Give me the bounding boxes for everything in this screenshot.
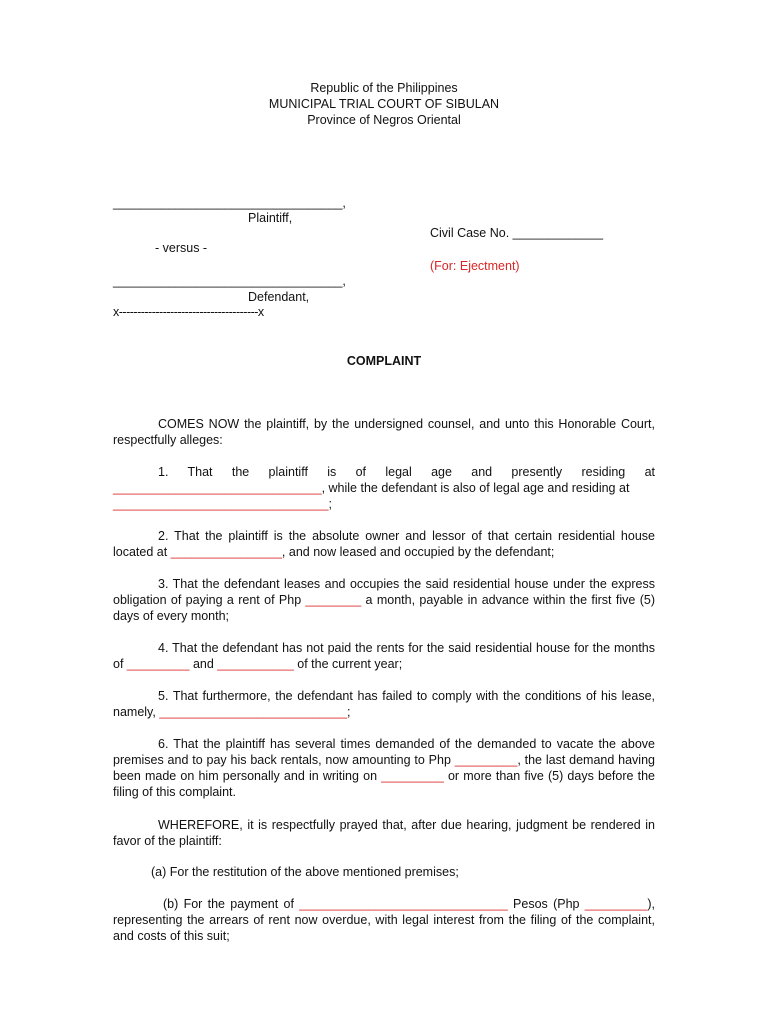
- monthly-rent-blank: ________: [305, 593, 362, 607]
- intro-paragraph: [113, 416, 655, 448]
- civil-case-number: Civil Case No. _____________: [430, 226, 604, 240]
- paragraph-4: [113, 640, 655, 672]
- paragraph-2: [113, 528, 655, 560]
- paragraph-1-text-b: , while the defendant is also of legal age and residing at: [321, 481, 630, 495]
- paragraph-5: [113, 688, 655, 720]
- paragraph-5-text-a: 5. That furthermore, the defendant has failed to comply with the conditions of his lease, namely,: [113, 689, 655, 719]
- prayer-b: [113, 896, 655, 944]
- wherefore-text: WHEREFORE, it is respectfully prayed that, after due hearing, judgment be rendered in favor of the plaintiff:: [113, 818, 655, 848]
- paragraph-4-text-a: 4. That the defendant has not paid the rents for the said residential house for the months of: [113, 641, 655, 671]
- versus-label: - versus -: [155, 241, 208, 255]
- header-line-republic: Republic of the Philippines: [310, 81, 458, 95]
- unpaid-month-2-blank: ___________: [217, 657, 294, 671]
- case-type: (For: Ejectment): [430, 259, 520, 273]
- paragraph-4-text-b: and: [189, 657, 218, 671]
- plaintiff-label: Plaintiff,: [248, 211, 293, 225]
- header-line-court: MUNICIPAL TRIAL COURT OF SIBULAN: [268, 97, 500, 111]
- caption-separator: x--------------------------------------x: [113, 305, 264, 319]
- prayer-b-text-b: Pesos (Php: [507, 897, 585, 911]
- header-line-province: Province of Negros Oriental: [307, 113, 461, 127]
- paragraph-5-text-b: ;: [347, 705, 351, 719]
- paragraph-6-text-a: 6. That the plaintiff has several times demanded of the demanded to vacate the above premises and to pay his back rentals, now amounting to Php: [113, 737, 655, 767]
- paragraph-1-text-c: ;: [328, 497, 332, 511]
- paragraph-3-text-a: 3. That the defendant leases and occupies the said residential house under the express obligation of paying a rent of Php: [113, 577, 655, 607]
- paragraph-6-text-c: or more than five (5) days before the filing of this complaint.: [113, 769, 655, 799]
- plaintiff-blank: _________________________________,: [113, 196, 346, 210]
- paragraph-6: [113, 736, 655, 800]
- court-header: [0, 80, 768, 128]
- plaintiff-residence-blank: ______________________________: [113, 481, 322, 495]
- intro-text: COMES NOW the plaintiff, by the undersigned counsel, and unto this Honorable Court, respectfully alleges:: [113, 417, 655, 447]
- wherefore-paragraph: [113, 817, 655, 849]
- prayer-a: (a) For the restitution of the above mentioned premises;: [151, 865, 459, 879]
- paragraph-3: [113, 576, 655, 624]
- prayer-b-text-a: (b) For the payment of: [163, 897, 300, 911]
- defendant-residence-blank: _______________________________: [113, 497, 329, 511]
- paragraph-1-text-a: 1. That the plaintiff is of legal age and presently residing at: [158, 465, 655, 479]
- demand-date-blank: _________: [381, 769, 444, 783]
- paragraph-2-text-b: , and now leased and occupied by the defendant;: [281, 545, 555, 559]
- lease-conditions-blank: ___________________________: [159, 705, 348, 719]
- house-location-blank: ________________: [170, 545, 282, 559]
- defendant-label: Defendant,: [248, 290, 310, 304]
- document-title: COMPLAINT: [346, 354, 422, 368]
- paragraph-6-text-b: , the last demand having been made on him personally and in writing on: [113, 753, 655, 783]
- arrears-amount-number-blank: _________: [584, 897, 648, 911]
- defendant-blank: _________________________________,: [113, 274, 346, 288]
- paragraph-2-text-a: 2. That the plaintiff is the absolute owner and lessor of that certain residential house located at: [113, 529, 655, 559]
- back-rentals-amount-blank: _________: [454, 753, 518, 767]
- paragraph-4-text-c: of the current year;: [293, 657, 403, 671]
- paragraph-3-text-b: a month, payable in advance within the first five (5) days of every month;: [113, 593, 655, 623]
- unpaid-month-1-blank: _________: [126, 657, 190, 671]
- paragraph-1: [113, 464, 655, 512]
- prayer-b-text-c: ), representing the arrears of rent now overdue, with legal interest from the filing of the complaint, and costs of this suit;: [113, 897, 655, 943]
- arrears-amount-words-blank: ______________________________: [299, 897, 508, 911]
